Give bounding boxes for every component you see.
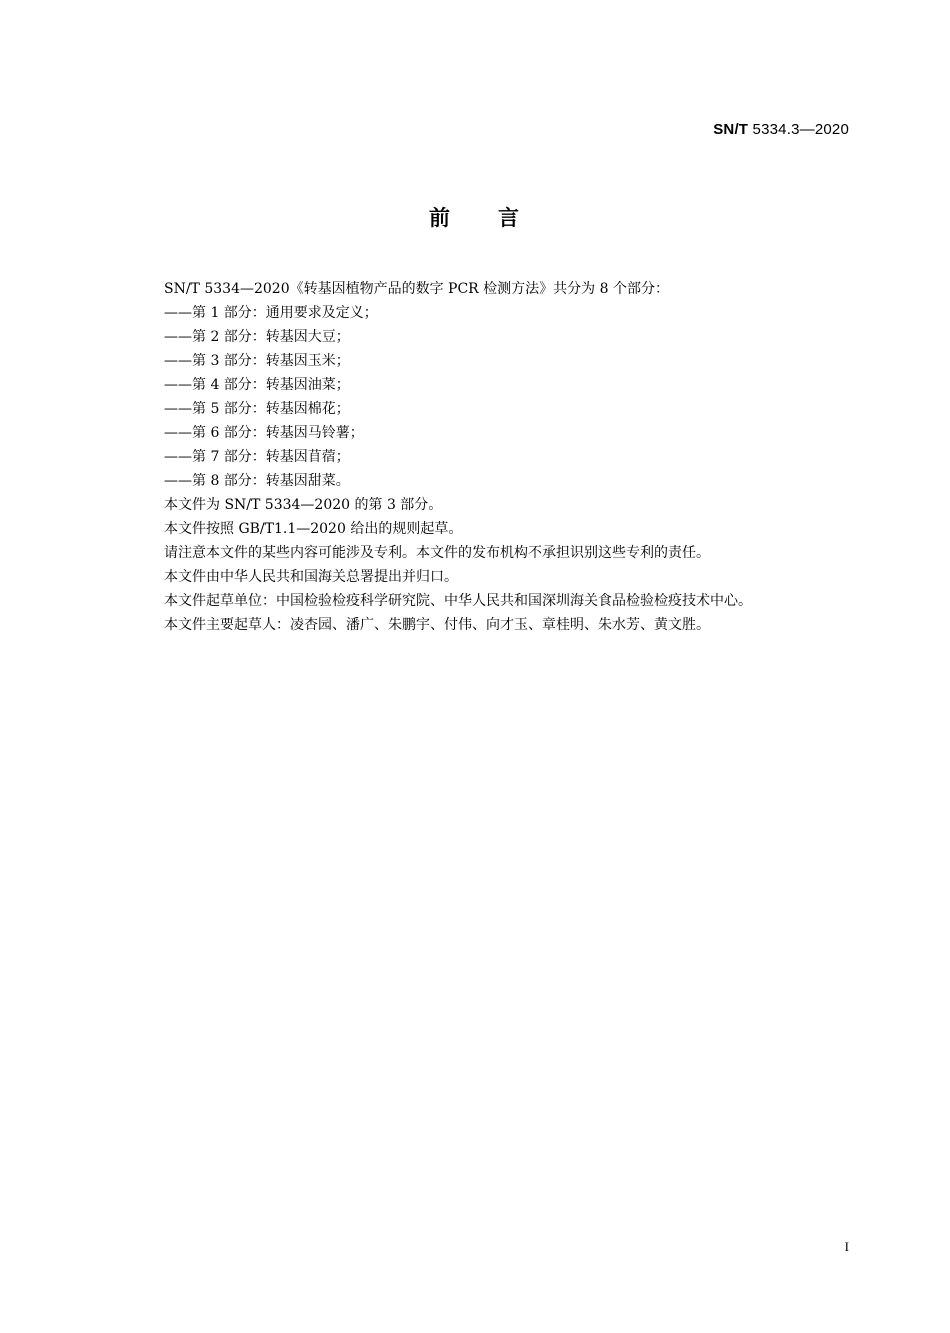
title-char-2: 言 <box>498 206 521 230</box>
list-item-part-8: ——第 8 部分：转基因甜菜。 <box>164 473 350 489</box>
list-item-part-7: ——第 7 部分：转基因苜蓿； <box>164 449 350 465</box>
paragraph-document-part: 本文件为 SN/T 5334—2020 的第 3 部分。 <box>164 497 443 513</box>
paragraph-proposer: 本文件由中华人民共和国海关总署提出并归口。 <box>164 569 458 585</box>
paragraph-patent-notice: 请注意本文件的某些内容可能涉及专利。本文件的发布机构不承担识别这些专利的责任。 <box>164 545 710 561</box>
list-item-part-4: ——第 4 部分：转基因油菜； <box>164 377 350 393</box>
document-code-number: 5334.3—2020 <box>748 121 849 138</box>
paragraph-parts-intro: SN/T 5334—2020《转基因植物产品的数字 PCR 检测方法》共分为 8 个部分： <box>164 281 669 297</box>
list-item-part-3: ——第 3 部分：转基因玉米； <box>164 353 350 369</box>
list-item-part-6: ——第 6 部分：转基因马铃薯； <box>164 425 364 441</box>
document-code-prefix: SN/T <box>713 121 749 138</box>
list-item-part-1: ——第 1 部分：通用要求及定义； <box>164 305 378 321</box>
paragraph-drafting-units: 本文件起草单位：中国检验检疫科学研究院、中华人民共和国深圳海关食品检验检疫技术中心。 <box>164 593 752 609</box>
foreword-body <box>164 277 864 637</box>
paragraph-drafting-rules: 本文件按照 GB/T1.1—2020 给出的规则起草。 <box>164 521 463 537</box>
list-item-part-5: ——第 5 部分：转基因棉花； <box>164 401 350 417</box>
document-code <box>713 121 849 138</box>
list-item-part-2: ——第 2 部分：转基因大豆； <box>164 329 350 345</box>
page-title <box>0 202 950 232</box>
title-char-1: 前 <box>429 206 452 230</box>
paragraph-drafters: 本文件主要起草人：凌杏园、潘广、朱鹏宇、付伟、向才玉、章桂明、朱水芳、黄文胜。 <box>164 617 710 633</box>
page-number: I <box>844 1239 849 1254</box>
